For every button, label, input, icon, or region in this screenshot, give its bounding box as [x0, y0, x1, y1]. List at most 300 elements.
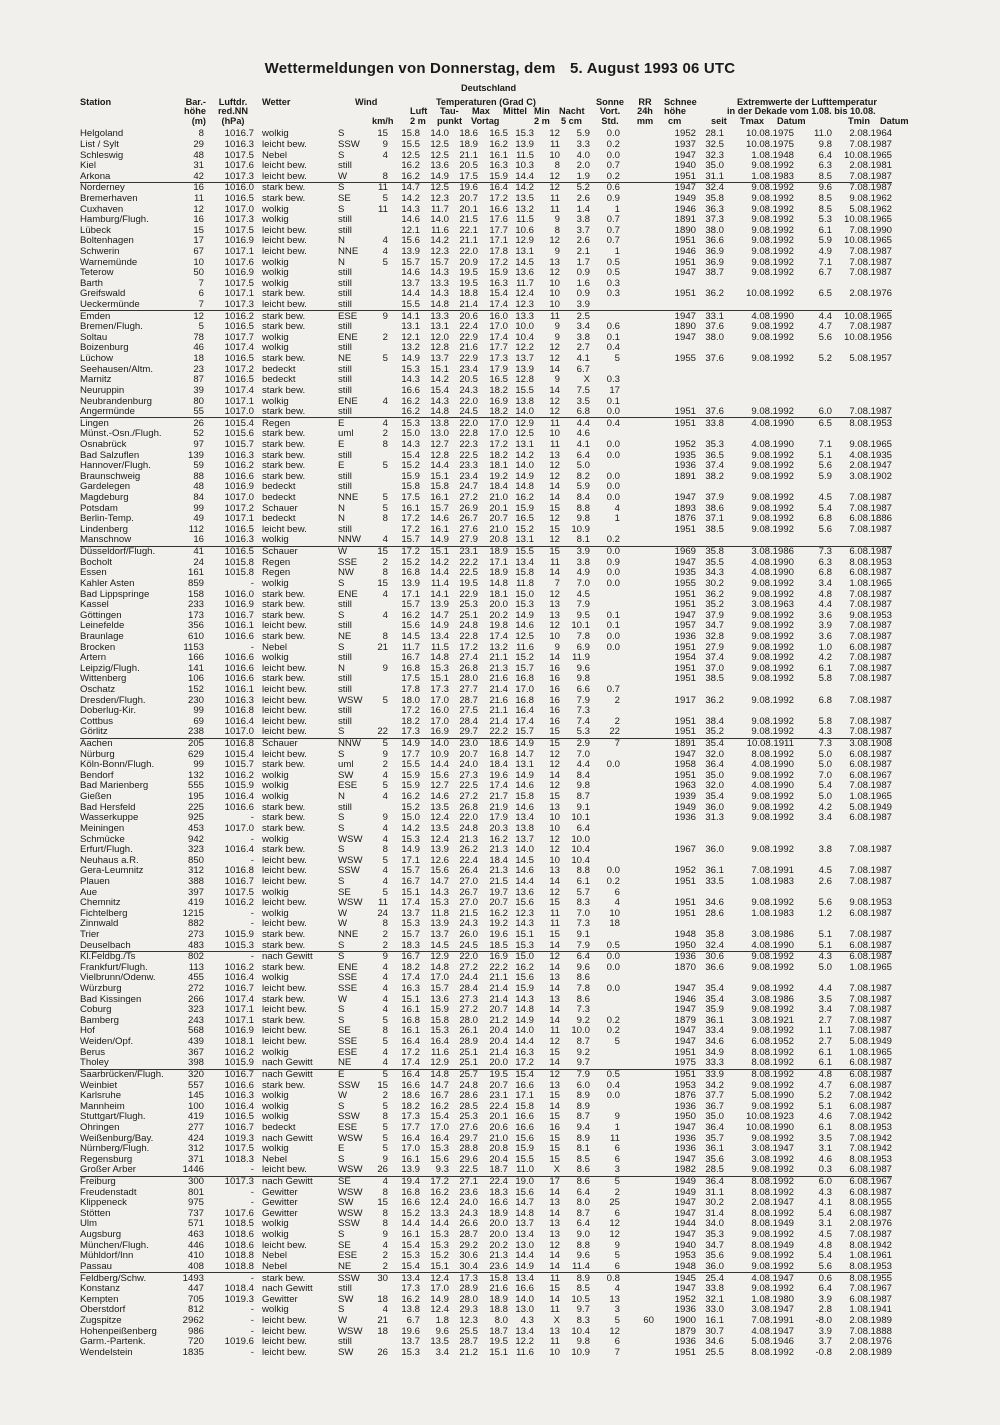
cell-mittel-vortag: 21.9	[489, 802, 508, 813]
cell-wind-kmh: 8	[382, 171, 388, 182]
cell-wetter: leicht bew.	[262, 1036, 307, 1048]
cell-rr-24h: 9	[614, 1112, 620, 1123]
cell-schnee-hoehe	[620, 845, 654, 856]
cell-min-2m: 16.2	[515, 492, 534, 504]
cell-wetter: stark bew.	[262, 759, 306, 771]
table-row	[80, 727, 892, 738]
cell-mittel-vortag: 21.6	[489, 1283, 508, 1295]
cell-station: Wittenberg	[80, 674, 127, 685]
cell-seit: 1946	[674, 246, 696, 257]
cell-taupunkt: 11.7	[431, 204, 449, 215]
cell-min-5cm: 15	[549, 897, 560, 909]
cell-max-vortag: 27.4	[459, 652, 478, 664]
cell-station: Wendelstein	[80, 1347, 133, 1358]
cell-max-vortag: 27.5	[459, 705, 478, 717]
cell-station: Schwerin	[80, 246, 120, 257]
cell-schnee-hoehe	[620, 760, 654, 771]
table-row	[80, 1284, 892, 1295]
cell-wind-kmh: 26	[377, 1165, 388, 1176]
cell-tmin: 5.6	[818, 460, 832, 472]
cell-tmax-datum: 9.08.1992	[751, 1080, 794, 1091]
cell-bar-hoehe: 850	[187, 855, 204, 866]
cell-taupunkt: 13.7	[430, 353, 449, 365]
cell-max-vortag: 21.3	[459, 834, 478, 845]
cell-schnee-hoehe	[620, 364, 654, 375]
cell-wind-kmh	[370, 1337, 390, 1348]
cell-schnee-hoehe	[620, 450, 654, 461]
cell-seit: 1982	[674, 1165, 696, 1176]
cell-wind-richtung: S	[338, 150, 345, 161]
cell-rr-24h: 0.0	[606, 150, 620, 161]
cell-wind-richtung: S	[338, 129, 345, 140]
cell-mittel-vortag: 19.8	[489, 621, 508, 632]
cell-wind-kmh: 8	[382, 1208, 388, 1219]
cell-max-vortag: 27.1	[449, 1176, 478, 1187]
cell-seit	[654, 300, 696, 311]
cell-luft-2m: 15.9	[401, 770, 420, 781]
cell-rr-24h: 2	[614, 716, 620, 727]
cell-rr-24h: 6	[614, 1261, 620, 1272]
cell-min-5cm: 15	[549, 929, 560, 940]
table-row	[80, 695, 892, 706]
table-row	[80, 215, 892, 226]
cell-wetter: stark bew.	[262, 193, 306, 204]
cell-max-vortag: 21.1	[459, 150, 478, 161]
header-sonne-2: Vort.	[599, 106, 621, 116]
cell-sonne-std: 8.8	[576, 866, 590, 877]
cell-wetter: nach Gewitt	[262, 1133, 313, 1144]
cell-luftdruck: 1015.4	[224, 749, 254, 760]
cell-taupunkt: 13.1	[430, 321, 449, 333]
cell-luft-2m: 16.8	[401, 1015, 420, 1026]
cell-min-2m: 14.3	[515, 994, 534, 1005]
header-min: Min	[534, 106, 550, 116]
cell-station: Vielbrunn/Odenw.	[80, 973, 156, 984]
cell-schnee-hoehe	[620, 1069, 654, 1080]
header-nacht-2: 5 cm	[561, 116, 582, 126]
cell-tmin: 3.5	[818, 994, 832, 1005]
cell-bar-hoehe: 59	[193, 460, 204, 472]
cell-wind-richtung: SSW	[334, 1273, 370, 1284]
cell-rr-24h: 0.0	[606, 450, 620, 461]
cell-wind-richtung: still	[338, 225, 352, 236]
cell-mittel-vortag: 20.0	[489, 1219, 508, 1230]
cell-rr-24h: 0.0	[606, 1090, 620, 1102]
cell-schnee-hoehe	[620, 375, 654, 386]
table-row	[80, 632, 892, 643]
cell-seit: 1951	[674, 406, 696, 418]
cell-wetter: nach Gewitt	[262, 1283, 313, 1295]
cell-wetter: nach Gewitt	[254, 1176, 334, 1187]
report-title	[0, 60, 1000, 77]
cell-min-2m: 15.5	[508, 546, 534, 557]
cell-min-2m: 13.1	[515, 439, 534, 450]
cell-bar-hoehe: 1153	[183, 642, 204, 653]
cell-luftdruck: 1016.4	[224, 791, 254, 803]
cell-wind-kmh: 4	[382, 396, 388, 407]
cell-luftdruck: 1016.2	[224, 897, 254, 909]
cell-min-5cm: 14	[549, 492, 560, 504]
cell-mittel-vortag: 21.0	[489, 492, 508, 504]
cell-schnee-hoehe	[620, 1155, 654, 1166]
cell-taupunkt: 17.0	[430, 716, 449, 727]
cell-min-2m: 13.9	[515, 139, 534, 150]
cell-schnee-hoehe	[620, 1262, 654, 1273]
cell-seit: 1952	[674, 1294, 696, 1305]
cell-mittel-vortag: 17.0	[489, 429, 508, 440]
cell-tmax-datum	[726, 919, 794, 930]
cell-bar-hoehe: 629	[187, 749, 204, 760]
cell-wetter: Nebel	[262, 1261, 288, 1272]
cell-luftdruck: 1016.6	[224, 631, 254, 642]
cell-min-2m: 11.6	[516, 642, 534, 653]
cell-tmax: 37.4	[705, 460, 724, 472]
cell-wetter: stark bew.	[262, 406, 306, 418]
cell-station: Fichtelberg	[80, 908, 128, 919]
cell-schnee-hoehe	[620, 557, 654, 568]
cell-tmin: 8.5	[818, 171, 832, 182]
cell-tmin: 2.7	[818, 1015, 832, 1026]
cell-sonne-std: 4.4	[560, 418, 590, 429]
cell-luft-2m: 13.9	[401, 246, 420, 257]
cell-max-vortag: 25.1	[459, 1047, 478, 1058]
cell-tmax: 35.4	[705, 791, 724, 803]
cell-luftdruck: -	[250, 834, 254, 845]
cell-max-vortag: 20.5	[459, 375, 478, 386]
cell-rr-24h: 0.0	[606, 642, 620, 653]
cell-taupunkt: 15.3	[430, 1143, 449, 1155]
cell-min-5cm: 15	[549, 1283, 560, 1295]
cell-seit	[654, 375, 696, 386]
cell-tmax-datum: 8.08.1992	[726, 1176, 794, 1187]
cell-mittel-vortag: 23.1	[489, 1090, 508, 1102]
cell-wetter: stark bew.	[262, 289, 306, 300]
cell-tmax: 35.2	[705, 599, 724, 611]
cell-rr-24h	[590, 600, 620, 611]
cell-rr-24h: 0.1	[606, 396, 620, 407]
table-row	[80, 717, 892, 728]
cell-seit: 1937	[674, 139, 696, 150]
table-row	[80, 194, 892, 205]
cell-luft-2m: 16.1	[401, 503, 420, 514]
cell-tmax: 35.0	[705, 160, 724, 172]
cell-seit: 1951	[674, 770, 696, 781]
cell-tmax-datum	[726, 386, 794, 397]
cell-sonne-std: 2.9	[560, 738, 590, 749]
cell-min-5cm: 15	[549, 1047, 560, 1058]
cell-sonne-std: 9.4	[576, 1122, 590, 1133]
cell-luftdruck: 1018.1	[224, 1036, 254, 1048]
cell-wind-kmh: 9	[382, 813, 388, 824]
cell-seit: 1936	[674, 631, 696, 642]
cell-wind-richtung: ENE	[338, 589, 358, 600]
cell-station: Leinefelde	[80, 621, 125, 632]
cell-luft-2m: 18.2	[401, 962, 420, 973]
cell-tmin: 5.2	[818, 353, 832, 365]
cell-max-vortag: 24.7	[459, 482, 478, 493]
table-row	[80, 161, 892, 172]
cell-tmax-datum: 9.08.1992	[751, 321, 794, 333]
cell-sonne-std: 10.9	[571, 1347, 590, 1358]
cell-wetter: wolkig	[262, 578, 289, 589]
cell-seit	[654, 364, 696, 375]
cell-min-5cm: 12	[549, 781, 560, 792]
cell-schnee-hoehe	[620, 429, 654, 440]
cell-tmin-datum	[832, 706, 892, 717]
cell-bar-hoehe: 12	[172, 311, 204, 322]
cell-tmin-datum	[832, 973, 892, 984]
cell-wind-richtung: NNE	[338, 929, 359, 940]
cell-wind-richtung: N	[338, 503, 345, 514]
cell-wind-kmh: 8	[382, 567, 388, 579]
cell-tmax-datum: 9.08.1992	[751, 257, 794, 268]
cell-wind-richtung: ENE	[338, 962, 358, 973]
cell-tmin: 4.3	[818, 1187, 832, 1198]
cell-taupunkt: 17.3	[430, 684, 449, 695]
cell-tmin-datum: 8.08.1953	[849, 1154, 892, 1165]
cell-wind-kmh: 5	[382, 503, 388, 514]
cell-luft-2m: 13.2	[401, 343, 420, 354]
cell-sonne-std: 0.9	[576, 267, 590, 279]
table-row	[80, 289, 892, 300]
cell-min-5cm: 15	[534, 546, 560, 557]
table-row	[80, 1165, 892, 1176]
cell-wind-richtung: still	[338, 1283, 352, 1295]
cell-tmin: 7.0	[818, 770, 832, 781]
cell-seit: 1951	[674, 236, 696, 247]
cell-sonne-std: 3.8	[576, 214, 590, 226]
cell-luftdruck: 1017.0	[224, 204, 254, 215]
cell-mittel-vortag: 16.9	[489, 396, 508, 407]
cell-bar-hoehe: 166	[187, 652, 204, 664]
cell-wetter: stark bew.	[262, 353, 306, 365]
cell-min-5cm: 12	[534, 183, 560, 194]
cell-min-5cm: 12	[549, 460, 560, 472]
cell-sonne-std: 8.8	[576, 503, 590, 514]
cell-tmax-datum: 8.08.1949	[751, 1240, 794, 1251]
cell-wind-richtung: W	[338, 171, 348, 182]
cell-rr-24h: 0.2	[606, 171, 620, 182]
cell-station: Stuttgart/Flugh.	[80, 1112, 146, 1123]
cell-tmax-datum: 9.08.1992	[726, 183, 794, 194]
cell-max-vortag: 23.4	[459, 471, 478, 482]
cell-rr-24h	[590, 589, 620, 600]
cell-seit: 1949	[674, 193, 696, 204]
header-schnee-2: höhe	[664, 106, 686, 116]
cell-tmax-datum: 4.08.1990	[751, 781, 794, 792]
cell-tmax-datum: 3.08.1986	[751, 994, 794, 1005]
cell-wind-richtung: SE	[338, 1240, 351, 1251]
cell-min-5cm: 14	[549, 482, 560, 493]
cell-taupunkt: 17.0	[430, 973, 449, 984]
cell-tmax: 37.6	[705, 321, 724, 333]
cell-max-vortag: 22.4	[459, 321, 478, 333]
cell-seit: 1936	[674, 1101, 696, 1112]
cell-luftdruck: 1017.0	[224, 823, 254, 834]
cell-luftdruck: 1016.9	[224, 599, 254, 611]
cell-station: Bad Kissingen	[80, 994, 142, 1005]
cell-schnee-hoehe	[620, 781, 654, 792]
cell-seit: 1951	[674, 171, 696, 182]
cell-schnee-hoehe	[620, 546, 654, 557]
cell-luft-2m: 19.6	[401, 1326, 420, 1337]
table-row	[80, 461, 892, 472]
cell-max-vortag: 21.1	[459, 236, 478, 247]
cell-tmin-datum: 7.08.1987	[849, 727, 892, 738]
cell-wetter: leicht bew.	[262, 727, 307, 738]
cell-station: Erfurt/Flugh.	[80, 844, 133, 856]
cell-min-2m: 11.8	[516, 578, 534, 589]
cell-taupunkt: 14.2	[430, 375, 449, 386]
cell-tmax-datum: 1.08.1948	[751, 150, 794, 161]
cell-wind-kmh: 4	[382, 983, 388, 995]
cell-station: Gera-Leumnitz	[80, 866, 144, 877]
cell-tmin: -0.8	[815, 1347, 832, 1358]
cell-rr-24h: 0.7	[606, 684, 620, 695]
table-row	[80, 247, 892, 258]
cell-station: Kempten	[80, 1294, 119, 1305]
cell-max-vortag: 26.8	[459, 802, 478, 813]
cell-tmax-datum: 6.08.1952	[751, 1036, 794, 1048]
table-row	[80, 1123, 892, 1134]
cell-seit: 1947	[674, 1197, 696, 1209]
cell-max-vortag: 22.0	[459, 396, 478, 407]
cell-station: Brocken	[80, 642, 116, 653]
cell-luftdruck: 1017.3	[224, 171, 254, 182]
cell-tmin-datum: 6.08.1987	[849, 1165, 892, 1176]
cell-wetter: nach Gewitt	[262, 1058, 313, 1069]
cell-tmin-datum: 7.08.1987	[849, 983, 892, 995]
cell-tmax-datum: 9.08.1992	[751, 513, 794, 525]
cell-seit: 1940	[674, 160, 696, 172]
table-row	[80, 407, 892, 418]
header-tmax: Tmax	[740, 116, 765, 126]
cell-bar-hoehe: 161	[187, 567, 204, 579]
table-row	[80, 792, 892, 803]
cell-bar-hoehe: 272	[187, 983, 204, 995]
cell-bar-hoehe: 41	[172, 546, 204, 557]
cell-tmax-datum: 1.08.1983	[751, 876, 794, 887]
table-row	[80, 760, 892, 771]
cell-station: Weinbiet	[80, 1080, 118, 1091]
cell-bar-hoehe: 398	[187, 1058, 204, 1069]
cell-tmax: 34.2	[705, 1080, 724, 1091]
cell-seit: 1951	[674, 1047, 696, 1058]
cell-schnee-hoehe	[620, 1047, 654, 1058]
cell-luftdruck: 1015.7	[224, 759, 254, 771]
cell-taupunkt: 13.6	[430, 994, 449, 1005]
header-extrem-1: Extremwerte der Lufttemperatur	[737, 97, 877, 107]
table-row	[80, 322, 892, 333]
cell-wind-richtung: still	[338, 267, 352, 279]
cell-tmin-datum: 6.08.1987	[849, 1294, 892, 1305]
cell-wind-kmh	[370, 674, 390, 685]
cell-tmax-datum: 8.08.1992	[751, 1047, 794, 1058]
cell-tmin-datum: 10.08.1965	[843, 214, 892, 226]
cell-tmax: 34.7	[705, 1240, 724, 1251]
cell-mittel-vortag: 17.1	[489, 236, 508, 247]
cell-min-5cm: 15	[549, 1154, 560, 1165]
cell-tmin-datum: 6.08.1987	[849, 642, 892, 653]
cell-sonne-std: 9.8	[576, 1336, 590, 1348]
cell-max-vortag: 22.1	[459, 225, 478, 236]
cell-tmin: 3.5	[818, 1133, 832, 1144]
cell-bar-hoehe: 720	[187, 1336, 204, 1348]
cell-schnee-hoehe	[620, 1251, 654, 1262]
table-row	[80, 268, 892, 279]
cell-luftdruck: 1017.5	[224, 225, 254, 236]
cell-wind-kmh	[370, 225, 390, 236]
cell-sonne-std: 9.1	[576, 929, 590, 940]
table-row	[80, 1091, 892, 1102]
cell-rr-24h	[590, 834, 620, 845]
cell-luft-2m: 16.7	[401, 652, 420, 664]
cell-tmin: 4.6	[818, 1154, 832, 1165]
cell-luftdruck: 1016.8	[224, 866, 254, 877]
cell-wind-kmh: 5	[382, 193, 388, 204]
cell-tmin-datum	[832, 855, 892, 866]
cell-rr-24h: 0.5	[590, 1069, 620, 1080]
cell-schnee-hoehe	[620, 1198, 654, 1209]
cell-tmin: 4.4	[818, 983, 832, 995]
cell-tmax-datum: 9.08.1992	[751, 214, 794, 226]
cell-wind-richtung: ESE	[338, 781, 358, 792]
cell-wind-kmh: 5	[382, 1133, 388, 1144]
cell-bar-hoehe: 1493	[172, 1273, 204, 1284]
cell-wind-kmh: 4	[382, 834, 388, 845]
table-row	[80, 781, 892, 792]
cell-wetter: leicht bew.	[262, 171, 307, 182]
cell-station: München/Flugh.	[80, 1240, 149, 1251]
cell-tmax: 35.0	[705, 770, 724, 781]
cell-seit: 1936	[674, 813, 696, 824]
cell-min-5cm: 12	[549, 267, 560, 279]
header-rr-3: mm	[636, 116, 654, 126]
cell-seit: 1936	[674, 1305, 696, 1316]
cell-wind-kmh	[370, 268, 390, 279]
cell-tmin-datum: 6.08.1987	[832, 546, 892, 557]
cell-wetter: stark bew.	[262, 321, 306, 333]
cell-wind-richtung: still	[338, 652, 352, 664]
cell-wind-richtung: NNE	[338, 246, 359, 257]
cell-sonne-std: 9.6	[576, 663, 590, 674]
cell-taupunkt: 15.1	[430, 1261, 449, 1272]
cell-station: Mannheim	[80, 1101, 125, 1112]
cell-max-vortag: 19.5	[459, 578, 478, 589]
cell-tmax: 28.5	[705, 1165, 724, 1176]
cell-station: Hannover/Flugh.	[80, 460, 151, 472]
cell-seit: 1879	[674, 1326, 696, 1337]
table-row	[80, 621, 892, 632]
cell-max-vortag: 18.6	[459, 129, 478, 140]
cell-tmin-datum: 7.08.1987	[849, 267, 892, 279]
cell-luft-2m: 15.5	[401, 759, 420, 771]
cell-rr-24h: 0.6	[606, 321, 620, 333]
cell-seit: 1951	[654, 418, 696, 429]
cell-min-5cm: 12	[549, 749, 560, 760]
cell-tmin: 4.4	[818, 599, 832, 611]
cell-rr-24h: 0.1	[606, 621, 620, 632]
cell-sonne-std: 9.1	[576, 802, 590, 813]
cell-min-2m: 14.8	[515, 1208, 534, 1219]
cell-min-5cm: 14	[549, 364, 560, 375]
cell-rr-24h: 3	[614, 1305, 620, 1316]
cell-station: Bad Salzuflen	[80, 450, 140, 461]
cell-mittel-vortag: 21.2	[489, 1015, 508, 1026]
cell-luftdruck: 1016.6	[224, 652, 254, 664]
cell-wind-richtung: SW	[338, 1294, 354, 1305]
cell-sonne-std: 4.5	[576, 589, 590, 600]
